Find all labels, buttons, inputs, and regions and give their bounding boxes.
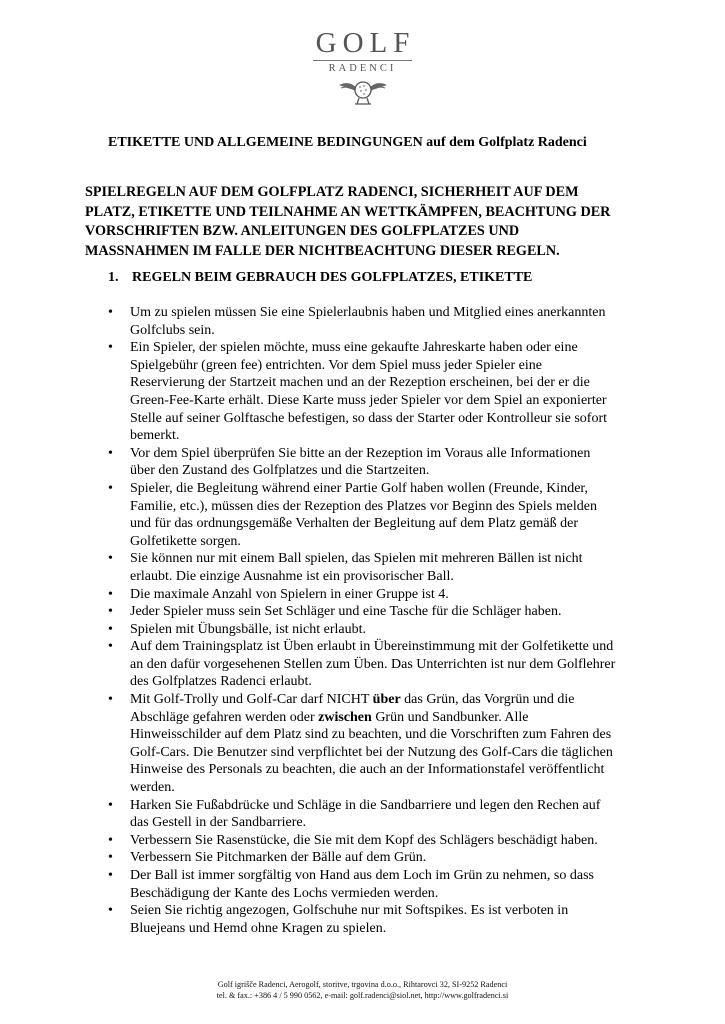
list-item xyxy=(108,797,653,832)
rule-line: Sie können nur mit einem Ball spielen, das Spielen mit mehreren Bällen ist nicht xyxy=(130,551,583,567)
rule-line: des Golfplatzes Radenci erlaubt. xyxy=(130,674,312,690)
emphasis-uber: über xyxy=(372,692,401,708)
section-title: REGELN BEIM GEBRAUCH DES GOLFPLATZES, ETIKETTE xyxy=(132,270,533,285)
list-item xyxy=(108,849,653,867)
rule-line: Golfetikette sorgen. xyxy=(130,533,241,549)
rule-line: Bluejeans und Hemd ohne Kragen zu spielen. xyxy=(130,920,387,936)
bullet-icon: • xyxy=(108,797,113,813)
list-item xyxy=(108,902,653,937)
page-footer xyxy=(0,979,725,1001)
list-item xyxy=(108,832,653,850)
intro-line: PLATZ, ETIKETTE UND TEILNAHME AN WETTKÄMPFEN, BEACHTUNG DER xyxy=(85,203,611,220)
rule-line: Green-Fee-Karte erhält. Diese Karte muss jeder Spieler vor dem Spiel an exponierter xyxy=(130,392,607,408)
bullet-icon: • xyxy=(108,639,113,655)
rule-line: Spielgebühr (green fee) entrichten. Vor dem Spiel muss jeder Spieler eine xyxy=(130,357,542,373)
rule-line: Die maximale Anzahl von Spielern in einer Gruppe ist 4. xyxy=(130,586,449,602)
bullet-icon: • xyxy=(108,340,113,356)
bullet-icon: • xyxy=(108,445,113,461)
rule-line: Hinweise des Personals zu beachten, die auch an der Informationstafel veröffentlicht xyxy=(130,762,605,778)
rule-line: Familie, etc.), müssen dies der Rezeption des Platzes vor Beginn des Spiels melden xyxy=(130,498,597,514)
golf-radenci-logo xyxy=(305,28,420,110)
rule-line: Hinweisschilder auf dem Platz sind zu beachten, und die Vorschriften zum Fahren des xyxy=(130,727,612,743)
bullet-icon: • xyxy=(108,480,113,496)
rule-line: Spielen mit Übungsbälle, ist nicht erlaubt. xyxy=(130,621,367,637)
list-item xyxy=(108,867,653,902)
list-item xyxy=(108,691,653,797)
footer-address: Golf igrišče Radenci, Aerogolf, storitve, trgovina d.o.o., Rihtarovci 32, SI-9252 Radenci xyxy=(217,980,508,989)
section-number: 1. xyxy=(108,270,119,285)
section-heading xyxy=(108,270,532,286)
footer-contact: tel. & fax.: +386 4 / 5 990 0562, e-mail: golf.radenci@siol.net, http://www.golfradenci.si xyxy=(216,991,509,1000)
rule-text: Abschläge gefahren werden oder xyxy=(130,709,319,725)
list-item xyxy=(108,638,653,691)
rule-line: das Gestell in der Sandbarriere. xyxy=(130,815,307,831)
rule-line: Stelle auf seiner Golftasche befestigen, so dass der Starter oder Kontrolleur sie sofort xyxy=(130,410,608,426)
rule-line: Seien Sie richtig angezogen, Golfschuhe nur mit Softspikes. Es ist verboten in xyxy=(130,903,569,919)
rule-line: Beschädigung der Kante des Lochs vermieden werden. xyxy=(130,885,439,901)
logo-subtitle: RADENCI xyxy=(328,63,397,74)
rule-line xyxy=(130,709,653,727)
bullet-icon: • xyxy=(108,850,113,866)
rule-line: und für das ordnungsgemäße Verhalten der Begleitung auf dem Platz gemäß der xyxy=(130,516,578,532)
list-item xyxy=(108,586,653,604)
logo-word: GOLF xyxy=(315,27,416,59)
rule-line: Ein Spieler, der spielen möchte, muss eine gekaufte Jahreskarte haben oder eine xyxy=(130,340,578,356)
list-item xyxy=(108,550,653,585)
rule-line: Verbessern Sie Rasenstücke, die Sie mit dem Kopf des Schlägers beschädigt haben. xyxy=(130,832,598,848)
emphasis-zwischen: zwischen xyxy=(318,709,372,725)
rule-line: Spieler, die Begleitung während einer Partie Golf haben wollen (Freunde, Kinder, xyxy=(130,480,589,496)
bullet-icon: • xyxy=(108,586,113,602)
intro-line: SPIELREGELN AUF DEM GOLFPLATZ RADENCI, SICHERHEIT AUF DEM xyxy=(85,184,579,200)
bullet-icon: • xyxy=(108,868,113,883)
document-title: ETIKETTE UND ALLGEMEINE BEDINGUNGEN auf dem Golfplatz Radenci xyxy=(108,135,587,150)
rule-text: das Grün, das Vorgrün und die xyxy=(400,692,575,708)
rule-line: Um zu spielen müssen Sie eine Spielerlaubnis haben und Mitglied eines anerkannten xyxy=(130,305,606,320)
winged-golf-ball-icon xyxy=(335,76,391,106)
rule-line: werden. xyxy=(130,780,175,796)
intro-line: MASSNAHMEN IM FALLE DER NICHTBEACHTUNG DIESER REGELN. xyxy=(85,242,560,259)
rule-line: Golfclubs sein. xyxy=(130,322,215,338)
rule-line: bemerkt. xyxy=(130,428,180,444)
bullet-icon: • xyxy=(108,903,113,919)
list-item xyxy=(108,445,653,480)
list-item xyxy=(108,339,653,445)
rule-line: erlaubt. Die einzige Ausnahme ist ein provisorischer Ball. xyxy=(130,568,454,584)
intro-heading xyxy=(85,183,655,261)
bullet-icon: • xyxy=(108,621,113,637)
rule-line: Jeder Spieler muss sein Set Schläger und eine Tasche für die Schläger haben. xyxy=(130,604,562,620)
bullet-icon: • xyxy=(108,551,113,567)
rule-line: Harken Sie Fußabdrücke und Schläge in die Sandbarriere und legen den Rechen auf xyxy=(130,797,601,813)
list-item xyxy=(108,480,653,550)
intro-line: VORSCHRIFTEN BZW. ANLEITUNGEN DES GOLFPLATZES UND xyxy=(85,223,520,239)
rules-list xyxy=(108,304,653,937)
list-item xyxy=(108,603,653,621)
rule-line: Golf-Cars. Die Benutzer sind verpflichtet bei der Nutzung des Golf-Cars die täglichen xyxy=(130,744,613,760)
list-item xyxy=(108,304,653,339)
rule-line: über den Zustand des Golfplatzes und die Startzeiten. xyxy=(130,463,430,479)
rule-line: Der Ball ist immer sorgfältig von Hand aus dem Loch im Grün zu nehmen, so dass xyxy=(130,868,594,883)
rule-line: an den dafür vorgesehenen Stellen zum Üben. Das Unterrichten ist nur dem Golflehrer xyxy=(130,656,616,672)
rule-line: Reservierung der Startzeit machen und an der Rezeption erscheinen, bei der er die xyxy=(130,375,590,391)
logo-divider xyxy=(313,60,412,61)
bullet-icon: • xyxy=(108,832,113,848)
list-item xyxy=(108,621,653,639)
rule-text: Mit Golf-Trolly und Golf-Car darf NICHT xyxy=(130,692,373,708)
rule-text: Grün und Sandbunker. Alle xyxy=(371,709,529,725)
rule-line: Auf dem Trainingsplatz ist Üben erlaubt in Übereinstimmung mit der Golfetikette und xyxy=(130,639,614,655)
bullet-icon: • xyxy=(108,305,113,320)
bullet-icon: • xyxy=(108,604,113,620)
rule-line: Vor dem Spiel überprüfen Sie bitte an der Rezeption im Voraus alle Informationen xyxy=(130,445,591,461)
rule-line: Verbessern Sie Pitchmarken der Bälle auf dem Grün. xyxy=(130,850,427,866)
bullet-icon: • xyxy=(108,692,113,708)
rule-line xyxy=(130,691,653,709)
